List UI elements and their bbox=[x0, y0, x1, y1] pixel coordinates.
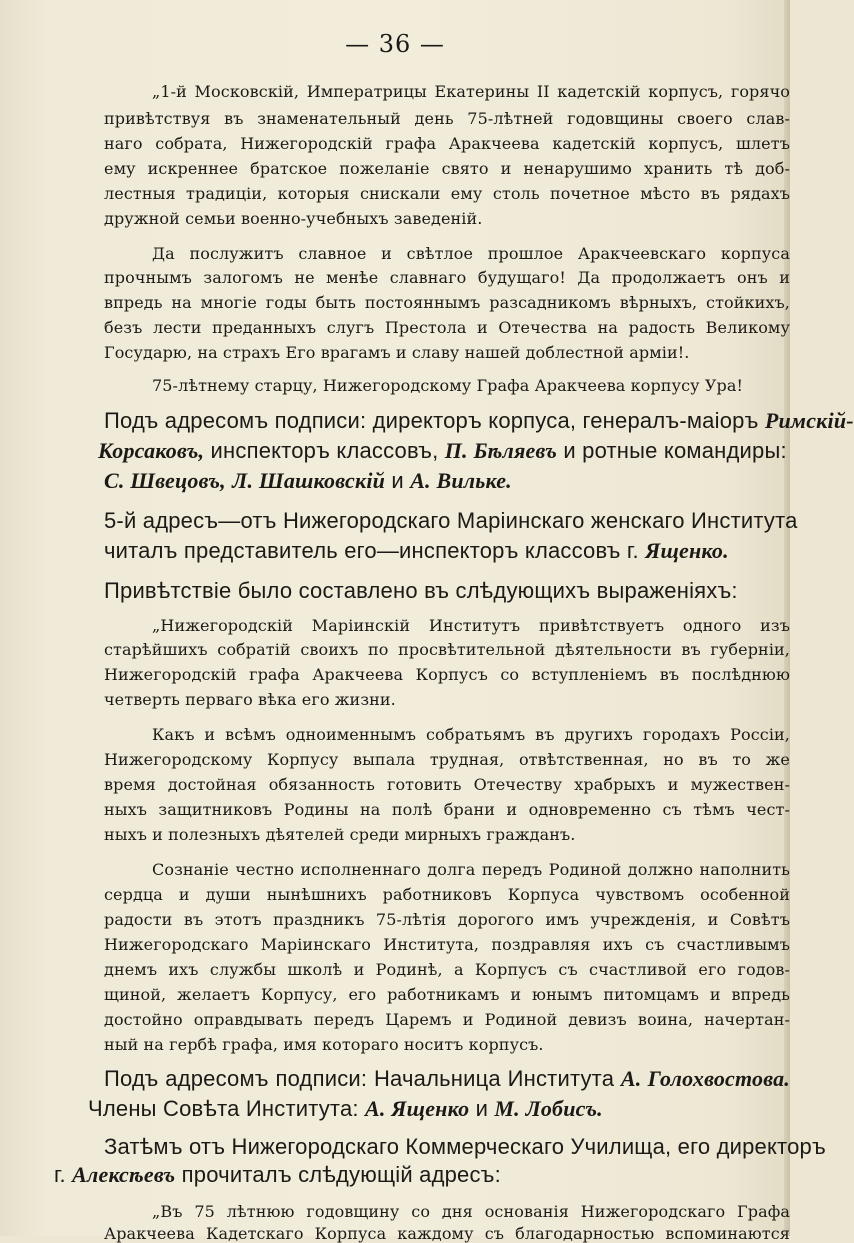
p2-line-3: впредь на многіе годы быть постояннымъ разсадникомъ вѣрныхъ, стойкихъ, bbox=[104, 293, 790, 312]
sig2-line-1 bbox=[104, 1066, 790, 1092]
sig1-name-vilke: А. Вильке. bbox=[410, 468, 512, 493]
sig1-line-3 bbox=[104, 468, 790, 494]
greeting-intro: Привѣтствіе было составлено въ слѣдующихъ выраженіяхъ: bbox=[104, 578, 738, 603]
p6-line-2: сердца и души нынѣшнихъ работниковъ Корпуса чувствомъ особенной bbox=[104, 885, 790, 904]
p2-line-2: прочнымъ залогомъ не менѣе славнаго будущаго! Да продолжаетъ онъ и bbox=[104, 268, 790, 287]
p5-line-3: время достойная обязанность готовить Отечеству храбрыхъ и мужествен- bbox=[104, 775, 790, 794]
addr5-name-yashchenko: Ященко. bbox=[645, 538, 729, 563]
sig2-council: Члены Совѣта Института: bbox=[88, 1096, 359, 1121]
p2-line-5: Государю, на страхъ Его врагамъ и славу нашей доблестной арміи!. bbox=[104, 343, 690, 362]
p7-line-2: Аракчеева Кадетскаго Корпуса каждому съ благодарностью вспоминаются bbox=[104, 1224, 790, 1243]
p1-line-4: ему искреннее братское пожеланіе свято и ненарушимо хранить тѣ доб- bbox=[104, 159, 790, 178]
p4-line-3: Нижегородскій графа Аракчеева Корпусъ со вступленіемъ въ послѣднюю bbox=[104, 665, 790, 684]
sig1-name-shvetsov: С. Швецовъ, bbox=[104, 468, 226, 493]
sig2-text: Подъ адресомъ подписи: Начальница Института bbox=[104, 1066, 615, 1091]
p1-line-5: лестныя традиціи, которыя снискали ему столь почетное мѣсто въ рядахъ bbox=[104, 184, 790, 203]
sig1-line-1 bbox=[104, 408, 854, 434]
p5-line-5: ныхъ и полезныхъ дѣятелей среди мирныхъ гражданъ. bbox=[104, 825, 576, 844]
p1-line-3: наго собрата, Нижегородскій графа Аракчеева кадетскій корпусъ, шлетъ bbox=[104, 134, 790, 153]
sig1-and: и bbox=[391, 468, 404, 493]
p2-line-1: Да послужитъ славное и свѣтлое прошлое Аракчеевскаго корпуса bbox=[152, 244, 790, 263]
commerce-g: г. bbox=[54, 1162, 66, 1187]
p4-line-1: „Нижегородскій Маріинскій Институтъ привѣтствуетъ одного изъ bbox=[152, 616, 790, 635]
page-number: — 36 — bbox=[345, 30, 445, 58]
sig2-line-2 bbox=[88, 1096, 774, 1122]
sig2-name-lobis: М. Лобисъ. bbox=[494, 1096, 603, 1121]
sig1-line-2 bbox=[98, 438, 787, 464]
commerce-name-alekseev: Алексѣевъ bbox=[72, 1162, 176, 1187]
sig1-role-2: и ротные командиры: bbox=[563, 438, 787, 463]
p7-line-1: „Въ 75 лѣтнюю годовщину со дня основанія Нижегородскаго Графа bbox=[152, 1202, 790, 1221]
p6-line-8: ный на гербѣ графа, имя котораго носитъ корпусъ. bbox=[104, 1035, 544, 1054]
sig1-name-rimsky: Римскій- bbox=[764, 408, 854, 433]
p5-line-2: Нижегородскому Корпусу выпала трудная, отвѣтственная, но въ то же bbox=[104, 750, 790, 769]
sig1-text: Подъ адресомъ подписи: директоръ корпуса, генералъ-маіоръ bbox=[104, 408, 759, 433]
sig1-name-korsakov: Корсаковъ, bbox=[98, 438, 205, 463]
p1-line-6: дружной семьи военно-учебныхъ заведеній. bbox=[104, 209, 483, 228]
sig1-name-shashkovsky: Л. Шашковскій bbox=[232, 468, 386, 493]
p1-line-1: „1-й Московскій, Императрицы Екатерины II кадетскій корпусъ, горячо bbox=[152, 82, 790, 101]
p1-line-2: привѣтствуя въ знаменательный день 75-лѣтней годовщины своего слав- bbox=[104, 109, 790, 128]
p6-line-3: радости въ этотъ праздникъ 75-лѣтія дорогого имъ учрежденія, и Совѣтъ bbox=[104, 910, 790, 929]
addr5-text: читалъ представитель его—инспекторъ классовъ г. bbox=[104, 538, 639, 563]
p5-line-1: Какъ и всѣмъ одноименнымъ собратьямъ въ другихъ городахъ Россіи, bbox=[152, 725, 790, 744]
sig2-and: и bbox=[475, 1096, 489, 1121]
sig2-name-yashchenko: А. Ященко bbox=[365, 1096, 470, 1121]
p6-line-7: достойно оправдывать передъ Царемъ и Родиной девизъ воина, начертан- bbox=[104, 1010, 790, 1029]
p4-line-4: четверть перваго вѣка его жизни. bbox=[104, 690, 396, 709]
addr5-line-1: 5-й адресъ—отъ Нижегородскаго Маріинскаго женскаго Института bbox=[104, 508, 798, 533]
commerce-line-2 bbox=[54, 1162, 740, 1188]
p2-line-4: безъ лести преданныхъ слугъ Престола и Отечества на радость Великому bbox=[104, 318, 790, 337]
sig2-name-golokhvostova: А. Голохвостова. bbox=[620, 1066, 790, 1091]
p6-line-6: щиной, желаетъ Корпусу, его работникамъ и юнымъ питомцамъ и впредь bbox=[104, 985, 790, 1004]
p6-line-4: Нижегородскаго Маріинскаго Института, поздравляя ихъ съ счастливымъ bbox=[104, 935, 790, 954]
commerce-text: прочиталъ слѣдующій адресъ: bbox=[181, 1162, 501, 1187]
p5-line-4: ныхъ защитниковъ Родины на полѣ брани и одновременно съ тѣмъ чест- bbox=[104, 800, 790, 819]
p6-line-1: Сознаніе честно исполненнаго долга передъ Родиной должно наполнить bbox=[152, 860, 790, 879]
sig1-role: инспекторъ классовъ, bbox=[210, 438, 439, 463]
p6-line-5: днемъ ихъ службы школѣ и Родинѣ, а Корпусъ съ счастливой его годов- bbox=[104, 960, 790, 979]
p3-line-1: 75-лѣтнему старцу, Нижегородскому Графа Аракчеева корпусу Ура! bbox=[152, 376, 744, 395]
sig1-name-belyaev: П. Бѣляевъ bbox=[444, 438, 558, 463]
commerce-line-1: Затѣмъ отъ Нижегородскаго Коммерческаго Училища, его директоръ bbox=[104, 1134, 826, 1159]
p4-line-2: старѣйшихъ собратій своихъ по просвѣтительной дѣятельности въ губерніи, bbox=[104, 640, 790, 659]
addr5-line-2 bbox=[104, 538, 790, 564]
